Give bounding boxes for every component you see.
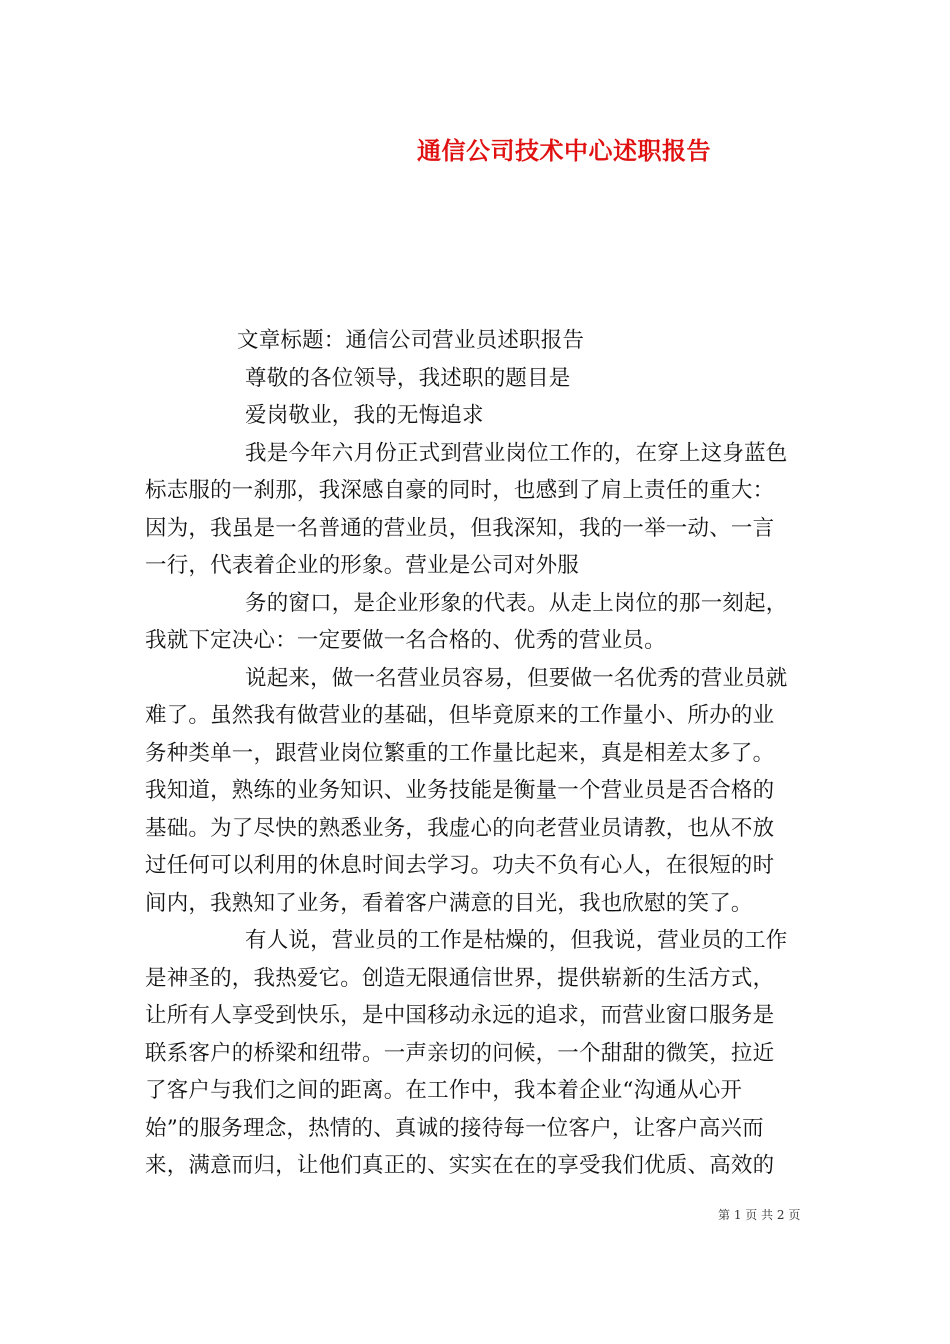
paragraph-2-line: 务的窗口，是企业形象的代表。从走上岗位的那一刻起， [245,590,788,616]
paragraph-4-line: 了客户与我们之间的距离。在工作中，我本着企业“沟通从心开 [145,1078,743,1103]
paragraph-3-line: 过任何可以利用的休息时间去学习。功夫不负有心人，在很短的时 [145,853,775,878]
paragraph-3-line: 我知道，熟练的业务知识、业务技能是衡量一个营业员是否合格的 [145,778,775,803]
paragraph-1-line: 因为，我虽是一名普通的营业员，但我深知，我的一举一动、一言 [145,515,775,541]
page-number: 第 1 页 共 2 页 [718,1208,801,1222]
paragraph-4-line: 是神圣的，我热爱它。创造无限通信世界，提供崭新的生活方式， [145,965,775,991]
topic-line: 爱岗敬业，我的无悔追求 [245,403,484,428]
document-body [145,322,810,1185]
paragraph-1-line: 一行，代表着企业的形象。营业是公司对外服 [145,553,580,578]
paragraph-4-line: 始”的服务理念，热情的、真诚的接待每一位客户，让客户高兴而 [145,1115,764,1141]
paragraph-4-line: 有人说，营业员的工作是枯燥的，但我说，营业员的工作 [245,928,788,953]
paragraph-3-line: 间内，我熟知了业务，看着客户满意的目光，我也欣慰的笑了。 [145,890,753,916]
paragraph-4-line: 联系客户的桥梁和纽带。一声亲切的问候，一个甜甜的微笑，拉近 [145,1040,775,1066]
paragraph-4-line: 让所有人享受到快乐，是中国移动永远的追求，而营业窗口服务是 [145,1003,775,1028]
paragraph-4-line: 来，满意而归，让他们真正的、实实在在的享受我们优质、高效的 [145,1153,775,1178]
paragraph-3-line: 基础。为了尽快的熟悉业务，我虚心的向老营业员请教，也从不放 [145,815,775,841]
paragraph-1-line: 我是今年六月份正式到营业岗位工作的，在穿上这身蓝色 [245,440,788,466]
document-title: 通信公司技术中心述职报告 [417,137,711,165]
article-title-line: 文章标题：通信公司营业员述职报告 [237,328,585,353]
salutation-line: 尊敬的各位领导，我述职的题目是 [245,365,571,391]
paragraph-3-line: 说起来，做一名营业员容易，但要做一名优秀的营业员就 [245,665,788,691]
paragraph-2-line: 我就下定决心：一定要做一名合格的、优秀的营业员。 [145,628,666,653]
paragraph-3-line: 难了。虽然我有做营业的基础，但毕竟原来的工作量小、所办的业 [145,703,775,728]
paragraph-3-line: 务种类单一，跟营业岗位繁重的工作量比起来，真是相差太多了。 [145,740,775,766]
paragraph-1-line: 标志服的一刹那，我深感自豪的同时，也感到了肩上责任的重大： [145,478,775,503]
